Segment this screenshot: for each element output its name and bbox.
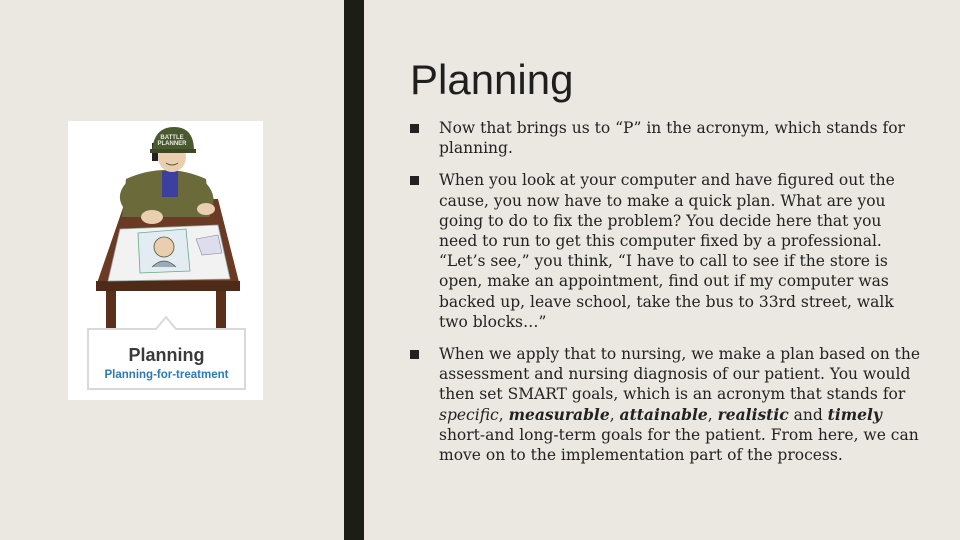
bullet-text-3 xyxy=(439,345,920,464)
divider-bar xyxy=(344,0,364,540)
soldier-hand-left xyxy=(141,210,163,224)
helmet-text-line2: PLANNER xyxy=(157,141,187,147)
separator-4: and xyxy=(788,405,828,424)
bullet-item-1 xyxy=(410,118,920,158)
bullet-text-2: When you look at your computer and have figured out the cause, you now have to make a quick plan. What are you going to do to fix the problem? You decide here that you need to run to get this computer fixed by a professional. “Let’s see,” you think, “I have to call to see if the store is open, make an appointment, find out if my computer was backed up, leave school, take the bus to 33rd street, walk two blocks…” xyxy=(439,171,895,331)
smart-attainable: attainable xyxy=(619,404,708,424)
bullet-text-1: Now that brings us to “P” in the acronym, which stands for planning. xyxy=(439,119,905,158)
picture-label xyxy=(88,329,245,389)
slide-title: Planning xyxy=(410,56,574,103)
soldier-hand-right xyxy=(197,203,215,215)
bullet-text-3-intro: When we apply that to nursing, we make a plan based on the assessment and nursing diagnosis of our patient. You would then set SMART goals, which is an acronym that stands for xyxy=(439,345,920,404)
bullet-item-2 xyxy=(410,170,920,332)
picture-label-subtitle: Planning-for-treatment xyxy=(104,369,229,381)
left-panel xyxy=(0,0,344,540)
smart-specific: specific xyxy=(439,405,499,424)
square-bullet-icon xyxy=(410,124,419,133)
separator-3: , xyxy=(707,405,718,424)
portrait-face xyxy=(154,237,174,257)
helmet-brim xyxy=(150,149,196,153)
bullet-list xyxy=(410,118,920,477)
picture-label-title: Planning xyxy=(128,345,205,365)
square-bullet-icon xyxy=(410,350,419,359)
smart-realistic: realistic xyxy=(717,404,789,424)
battle-planner-illustration xyxy=(68,121,263,400)
bullet-item-3 xyxy=(410,344,920,465)
separator-2: , xyxy=(609,405,620,424)
helmet-text-line1: BATTLE xyxy=(160,135,184,141)
slide-content xyxy=(364,0,960,540)
bullet-text-3-outro: short-and long-term goals for the patient. From here, we can move on to the implementation part of the process. xyxy=(439,425,919,465)
separator-1: , xyxy=(498,405,509,424)
soldier-shirt xyxy=(162,171,178,197)
table-edge xyxy=(96,281,240,291)
smart-timely: timely xyxy=(827,404,882,424)
square-bullet-icon xyxy=(410,176,419,185)
smart-measurable: measurable xyxy=(508,404,610,424)
helmet-text xyxy=(152,135,192,147)
